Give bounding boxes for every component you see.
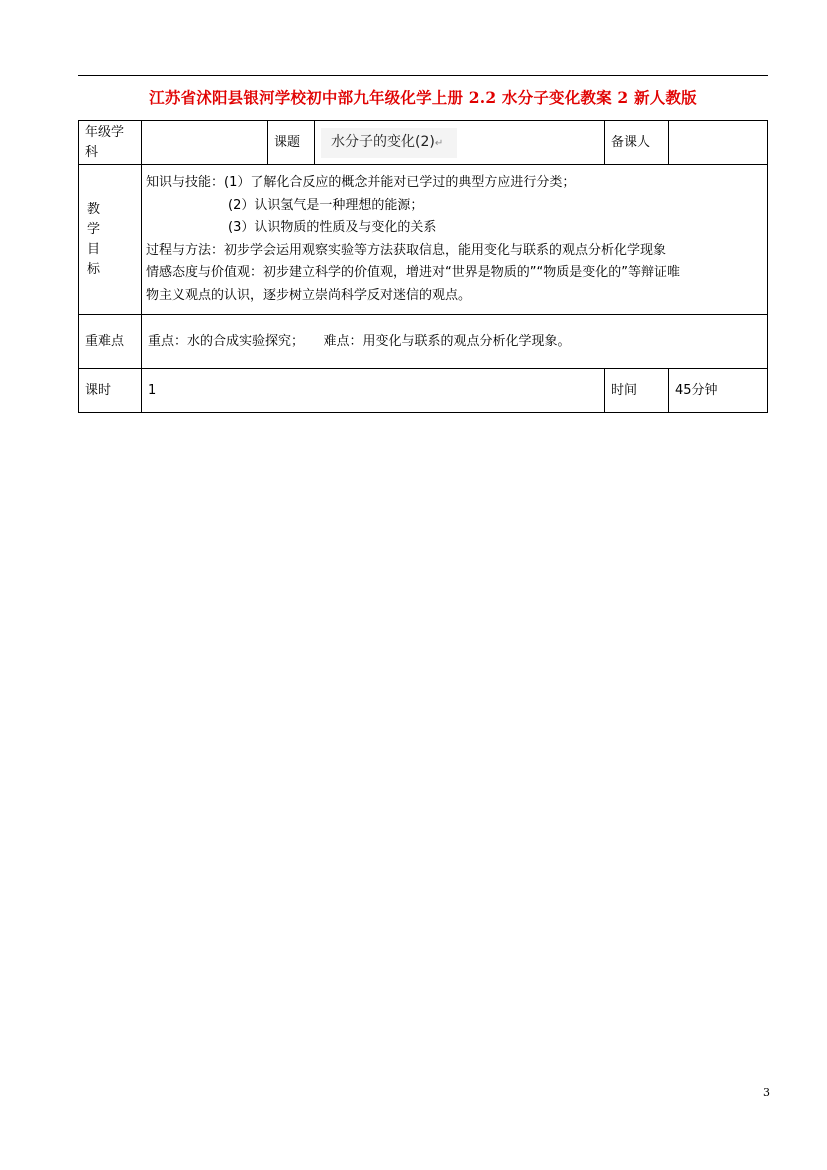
lesson-plan-table [78,120,768,413]
objective-line: (3）认识物质的性质及与变化的关系 [228,220,437,235]
key-points-row [79,315,768,369]
topic-label: 课题 [268,121,315,165]
key-points-label: 重难点 [79,315,142,369]
hours-row [79,369,768,413]
objective-line: 情感态度与价值观：初步建立科学的价值观，增进对“世界是物质的”“物质是变化的”等辩证唯 [146,265,680,280]
preparer-label: 备课人 [605,121,669,165]
header-rule [78,75,768,76]
objective-line: 过程与方法：初步学会运用观察实验等方法获取信息，能用变化与联系的观点分析化学现象 [146,242,667,258]
time-label: 时间 [605,369,669,413]
time-value: 45分钟 [669,369,768,413]
hours-value: 1 [142,369,605,413]
objectives-content [142,165,768,315]
paragraph-mark-icon: ↵ [434,137,444,149]
objective-line: 物主义观点的认识，逐步树立崇尚科学反对迷信的观点。 [146,287,472,303]
grade-subject-label: 年级学 科 [79,121,142,165]
hours-label: 课时 [79,369,142,413]
document-title: 江苏省沭阳县银河学校初中部九年级化学上册 2.2 水分子变化教案 2 新人教版 [149,88,697,107]
topic-value: 水分子的变化(2)↵ [321,128,457,158]
key-points-value: 重点：水的合成实验探究； 难点：用变化与联系的观点分析化学现象。 [142,315,768,369]
objectives-row [79,165,768,315]
header-row [79,121,768,165]
objective-line: (2）认识氢气是一种理想的能源； [228,197,424,213]
objectives-label: 教 学 目 标 [79,165,142,315]
topic-value-cell [315,121,605,165]
page-number: 3 [763,1086,770,1099]
grade-subject-value [142,121,268,165]
objective-line: 知识与技能：(1）了解化合反应的概念并能对已学过的典型方应进行分类； [146,175,576,190]
preparer-value [669,121,768,165]
